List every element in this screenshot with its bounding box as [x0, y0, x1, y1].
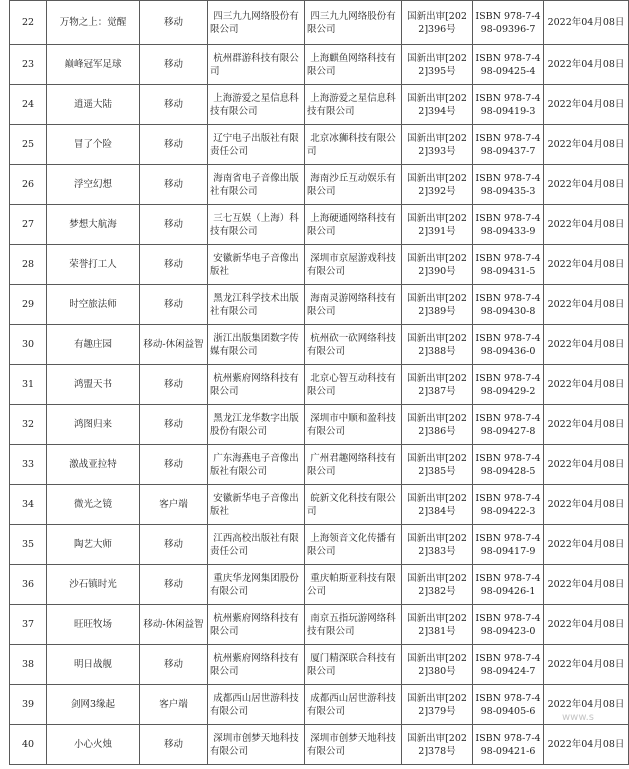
approval-date-cell: 2022年04月08日 — [544, 325, 629, 365]
row-number-cell: 23 — [10, 45, 47, 85]
publisher-cell: 成都西山居世游科技有限公司 — [208, 685, 305, 725]
approval-number-cell: 国新出审[2022]392号 — [402, 165, 473, 205]
publisher-cell: 杭州紫府网络科技有限公司 — [208, 605, 305, 645]
category-cell: 移动 — [140, 645, 208, 685]
table-row — [10, 565, 629, 605]
approval-number-cell: 国新出审[2022]386号 — [402, 405, 473, 445]
category-cell: 移动 — [140, 525, 208, 565]
publisher-cell: 杭州紫府网络科技有限公司 — [208, 365, 305, 405]
category-cell: 移动 — [140, 1, 208, 45]
approval-date-cell: 2022年04月08日 — [544, 1, 629, 45]
approval-date-cell: 2022年04月08日 — [544, 365, 629, 405]
game-name-cell: 冒了个险 — [47, 125, 140, 165]
operator-cell: 厦门精深联合科技有限公司 — [305, 645, 402, 685]
operator-cell: 南京五指玩游网络科技有限公司 — [305, 605, 402, 645]
table-row — [10, 485, 629, 525]
approval-date-cell: 2022年04月08日 — [544, 245, 629, 285]
category-cell: 移动-休闲益智 — [140, 605, 208, 645]
operator-cell: 北京心智互动科技有限公司 — [305, 365, 402, 405]
table-row — [10, 85, 629, 125]
approval-date-cell: 2022年04月08日 — [544, 165, 629, 205]
table-row — [10, 125, 629, 165]
category-cell: 移动 — [140, 245, 208, 285]
category-cell: 移动 — [140, 445, 208, 485]
publisher-cell: 深圳市创梦天地科技有限公司 — [208, 725, 305, 765]
category-cell: 移动 — [140, 45, 208, 85]
row-number-cell: 25 — [10, 125, 47, 165]
operator-cell: 四三九九网络股份有限公司 — [305, 1, 402, 45]
approval-date-cell: 2022年04月08日 — [544, 725, 629, 765]
isbn-cell: ISBN 978-7-498-09427-8 — [473, 405, 544, 445]
game-approval-table — [9, 0, 629, 765]
row-number-cell: 24 — [10, 85, 47, 125]
approval-number-cell: 国新出审[2022]382号 — [402, 565, 473, 605]
publisher-cell: 杭州群游科技有限公司 — [208, 45, 305, 85]
operator-cell: 深圳市创梦天地科技有限公司 — [305, 725, 402, 765]
table-row — [10, 405, 629, 445]
operator-cell: 杭州砍一砍网络科技有限公司 — [305, 325, 402, 365]
approval-number-cell: 国新出审[2022]384号 — [402, 485, 473, 525]
row-number-cell: 37 — [10, 605, 47, 645]
operator-cell: 北京冰狮科技有限公司 — [305, 125, 402, 165]
isbn-cell: ISBN 978-7-498-09419-3 — [473, 85, 544, 125]
approval-date-cell: 2022年04月08日 — [544, 405, 629, 445]
row-number-cell: 26 — [10, 165, 47, 205]
row-number-cell: 32 — [10, 405, 47, 445]
operator-cell: 上海麒鱼网络科技有限公司 — [305, 45, 402, 85]
isbn-cell: ISBN 978-7-498-09429-2 — [473, 365, 544, 405]
approval-date-cell: 2022年04月08日 — [544, 205, 629, 245]
isbn-cell: ISBN 978-7-498-09426-1 — [473, 565, 544, 605]
category-cell: 移动 — [140, 725, 208, 765]
approval-number-cell: 国新出审[2022]378号 — [402, 725, 473, 765]
game-name-cell: 鸿图归来 — [47, 405, 140, 445]
isbn-cell: ISBN 978-7-498-09428-5 — [473, 445, 544, 485]
category-cell: 移动 — [140, 405, 208, 445]
approval-number-cell: 国新出审[2022]383号 — [402, 525, 473, 565]
game-name-cell: 小心火烛 — [47, 725, 140, 765]
publisher-cell: 浙江出版集团数字传媒有限公司 — [208, 325, 305, 365]
approval-date-cell: 2022年04月08日 — [544, 125, 629, 165]
table-row — [10, 45, 629, 85]
row-number-cell: 30 — [10, 325, 47, 365]
isbn-cell: ISBN 978-7-498-09431-5 — [473, 245, 544, 285]
approval-date-cell: 2022年04月08日 — [544, 285, 629, 325]
isbn-cell: ISBN 978-7-498-09435-3 — [473, 165, 544, 205]
isbn-cell: ISBN 978-7-498-09425-4 — [473, 45, 544, 85]
approval-number-cell: 国新出审[2022]385号 — [402, 445, 473, 485]
publisher-cell: 安徽新华电子音像出版社 — [208, 485, 305, 525]
approval-number-cell: 国新出审[2022]388号 — [402, 325, 473, 365]
category-cell: 移动 — [140, 365, 208, 405]
approval-number-cell: 国新出审[2022]391号 — [402, 205, 473, 245]
table-row — [10, 1, 629, 45]
category-cell: 客户端 — [140, 685, 208, 725]
operator-cell: 重庆帕斯亚科技有限公司 — [305, 565, 402, 605]
row-number-cell: 28 — [10, 245, 47, 285]
table-row — [10, 205, 629, 245]
publisher-cell: 杭州紫府网络科技有限公司 — [208, 645, 305, 685]
watermark: www.s — [561, 712, 594, 723]
operator-cell: 海南沙丘互动娱乐有限公司 — [305, 165, 402, 205]
game-name-cell: 万物之上：觉醒 — [47, 1, 140, 45]
table-row — [10, 645, 629, 685]
category-cell: 移动 — [140, 565, 208, 605]
publisher-cell: 江西高校出版社有限责任公司 — [208, 525, 305, 565]
isbn-cell: ISBN 978-7-498-09405-6 — [473, 685, 544, 725]
category-cell: 移动 — [140, 165, 208, 205]
isbn-cell: ISBN 978-7-498-09436-0 — [473, 325, 544, 365]
row-number-cell: 22 — [10, 1, 47, 45]
table-row — [10, 685, 629, 725]
approval-date-cell: 2022年04月08日 — [544, 605, 629, 645]
row-number-cell: 40 — [10, 725, 47, 765]
approval-date-cell: 2022年04月08日 — [544, 685, 629, 725]
table-row — [10, 165, 629, 205]
isbn-cell: ISBN 978-7-498-09433-9 — [473, 205, 544, 245]
row-number-cell: 38 — [10, 645, 47, 685]
publisher-cell: 四三九九网络股份有限公司 — [208, 1, 305, 45]
approval-number-cell: 国新出审[2022]390号 — [402, 245, 473, 285]
game-name-cell: 有趣庄园 — [47, 325, 140, 365]
game-name-cell: 明日战舰 — [47, 645, 140, 685]
approval-number-cell: 国新出审[2022]393号 — [402, 125, 473, 165]
isbn-cell: ISBN 978-7-498-09417-9 — [473, 525, 544, 565]
game-name-cell: 陶艺大师 — [47, 525, 140, 565]
game-name-cell: 旺旺牧场 — [47, 605, 140, 645]
isbn-cell: ISBN 978-7-498-09430-8 — [473, 285, 544, 325]
row-number-cell: 35 — [10, 525, 47, 565]
approval-date-cell: 2022年04月08日 — [544, 45, 629, 85]
row-number-cell: 39 — [10, 685, 47, 725]
row-number-cell: 36 — [10, 565, 47, 605]
isbn-cell: ISBN 978-7-498-09437-7 — [473, 125, 544, 165]
publisher-cell: 黑龙江科学技术出版社有限公司 — [208, 285, 305, 325]
operator-cell: 广州君趣网络科技有限公司 — [305, 445, 402, 485]
game-name-cell: 时空旅法师 — [47, 285, 140, 325]
operator-cell: 海南灵游网络科技有限公司 — [305, 285, 402, 325]
publisher-cell: 上海游爱之星信息科技有限公司 — [208, 85, 305, 125]
isbn-cell: ISBN 978-7-498-09421-6 — [473, 725, 544, 765]
operator-cell: 深圳市中顺和盈科技有限公司 — [305, 405, 402, 445]
isbn-cell: ISBN 978-7-498-09424-7 — [473, 645, 544, 685]
game-name-cell: 梦想大航海 — [47, 205, 140, 245]
approval-number-cell: 国新出审[2022]381号 — [402, 605, 473, 645]
operator-cell: 上海游爱之星信息科技有限公司 — [305, 85, 402, 125]
game-name-cell: 微光之镜 — [47, 485, 140, 525]
category-cell: 移动 — [140, 125, 208, 165]
game-name-cell: 逍遥大陆 — [47, 85, 140, 125]
approval-date-cell: 2022年04月08日 — [544, 565, 629, 605]
publisher-cell: 三七互娱（上海）科技有限公司 — [208, 205, 305, 245]
publisher-cell: 辽宁电子出版社有限责任公司 — [208, 125, 305, 165]
approval-date-cell: 2022年04月08日 — [544, 485, 629, 525]
approval-number-cell: 国新出审[2022]379号 — [402, 685, 473, 725]
table-row — [10, 365, 629, 405]
table-row — [10, 525, 629, 565]
game-name-cell: 荣誉打工人 — [47, 245, 140, 285]
row-number-cell: 29 — [10, 285, 47, 325]
operator-cell: 上海硬通网络科技有限公司 — [305, 205, 402, 245]
table-row — [10, 285, 629, 325]
game-name-cell: 剑网3缘起 — [47, 685, 140, 725]
publisher-cell: 安徽新华电子音像出版社 — [208, 245, 305, 285]
isbn-cell: ISBN 978-7-498-09423-0 — [473, 605, 544, 645]
category-cell: 移动 — [140, 85, 208, 125]
approval-date-cell: 2022年04月08日 — [544, 85, 629, 125]
row-number-cell: 31 — [10, 365, 47, 405]
approval-number-cell: 国新出审[2022]389号 — [402, 285, 473, 325]
table-row — [10, 245, 629, 285]
operator-cell: 上海领音文化传播有限公司 — [305, 525, 402, 565]
category-cell: 移动-休闲益智 — [140, 325, 208, 365]
row-number-cell: 33 — [10, 445, 47, 485]
game-name-cell: 沙石镇时光 — [47, 565, 140, 605]
category-cell: 移动 — [140, 285, 208, 325]
isbn-cell: ISBN 978-7-498-09396-7 — [473, 1, 544, 45]
approval-date-cell: 2022年04月08日 — [544, 525, 629, 565]
table-row — [10, 445, 629, 485]
operator-cell: 皖新文化科技有限公司 — [305, 485, 402, 525]
table-row — [10, 725, 629, 765]
row-number-cell: 27 — [10, 205, 47, 245]
publisher-cell: 重庆华龙网集团股份有限公司 — [208, 565, 305, 605]
row-number-cell: 34 — [10, 485, 47, 525]
publisher-cell: 黑龙江龙华数字出版股份有限公司 — [208, 405, 305, 445]
table-body — [10, 1, 629, 765]
table-row — [10, 605, 629, 645]
approval-date-cell: 2022年04月08日 — [544, 645, 629, 685]
publisher-cell: 海南省电子音像出版社有限公司 — [208, 165, 305, 205]
operator-cell: 成都西山居世游科技有限公司 — [305, 685, 402, 725]
game-name-cell: 巅峰冠军足球 — [47, 45, 140, 85]
publisher-cell: 广东海燕电子音像出版社有限公司 — [208, 445, 305, 485]
game-name-cell: 鸿盟天书 — [47, 365, 140, 405]
table-row — [10, 325, 629, 365]
category-cell: 移动 — [140, 205, 208, 245]
approval-number-cell: 国新出审[2022]396号 — [402, 1, 473, 45]
operator-cell: 深圳市京屋游戏科技有限公司 — [305, 245, 402, 285]
isbn-cell: ISBN 978-7-498-09422-3 — [473, 485, 544, 525]
approval-date-cell: 2022年04月08日 — [544, 445, 629, 485]
approval-number-cell: 国新出审[2022]395号 — [402, 45, 473, 85]
category-cell: 客户端 — [140, 485, 208, 525]
game-name-cell: 激战亚拉特 — [47, 445, 140, 485]
approval-number-cell: 国新出审[2022]380号 — [402, 645, 473, 685]
approval-number-cell: 国新出审[2022]394号 — [402, 85, 473, 125]
game-name-cell: 浮空幻想 — [47, 165, 140, 205]
approval-number-cell: 国新出审[2022]387号 — [402, 365, 473, 405]
